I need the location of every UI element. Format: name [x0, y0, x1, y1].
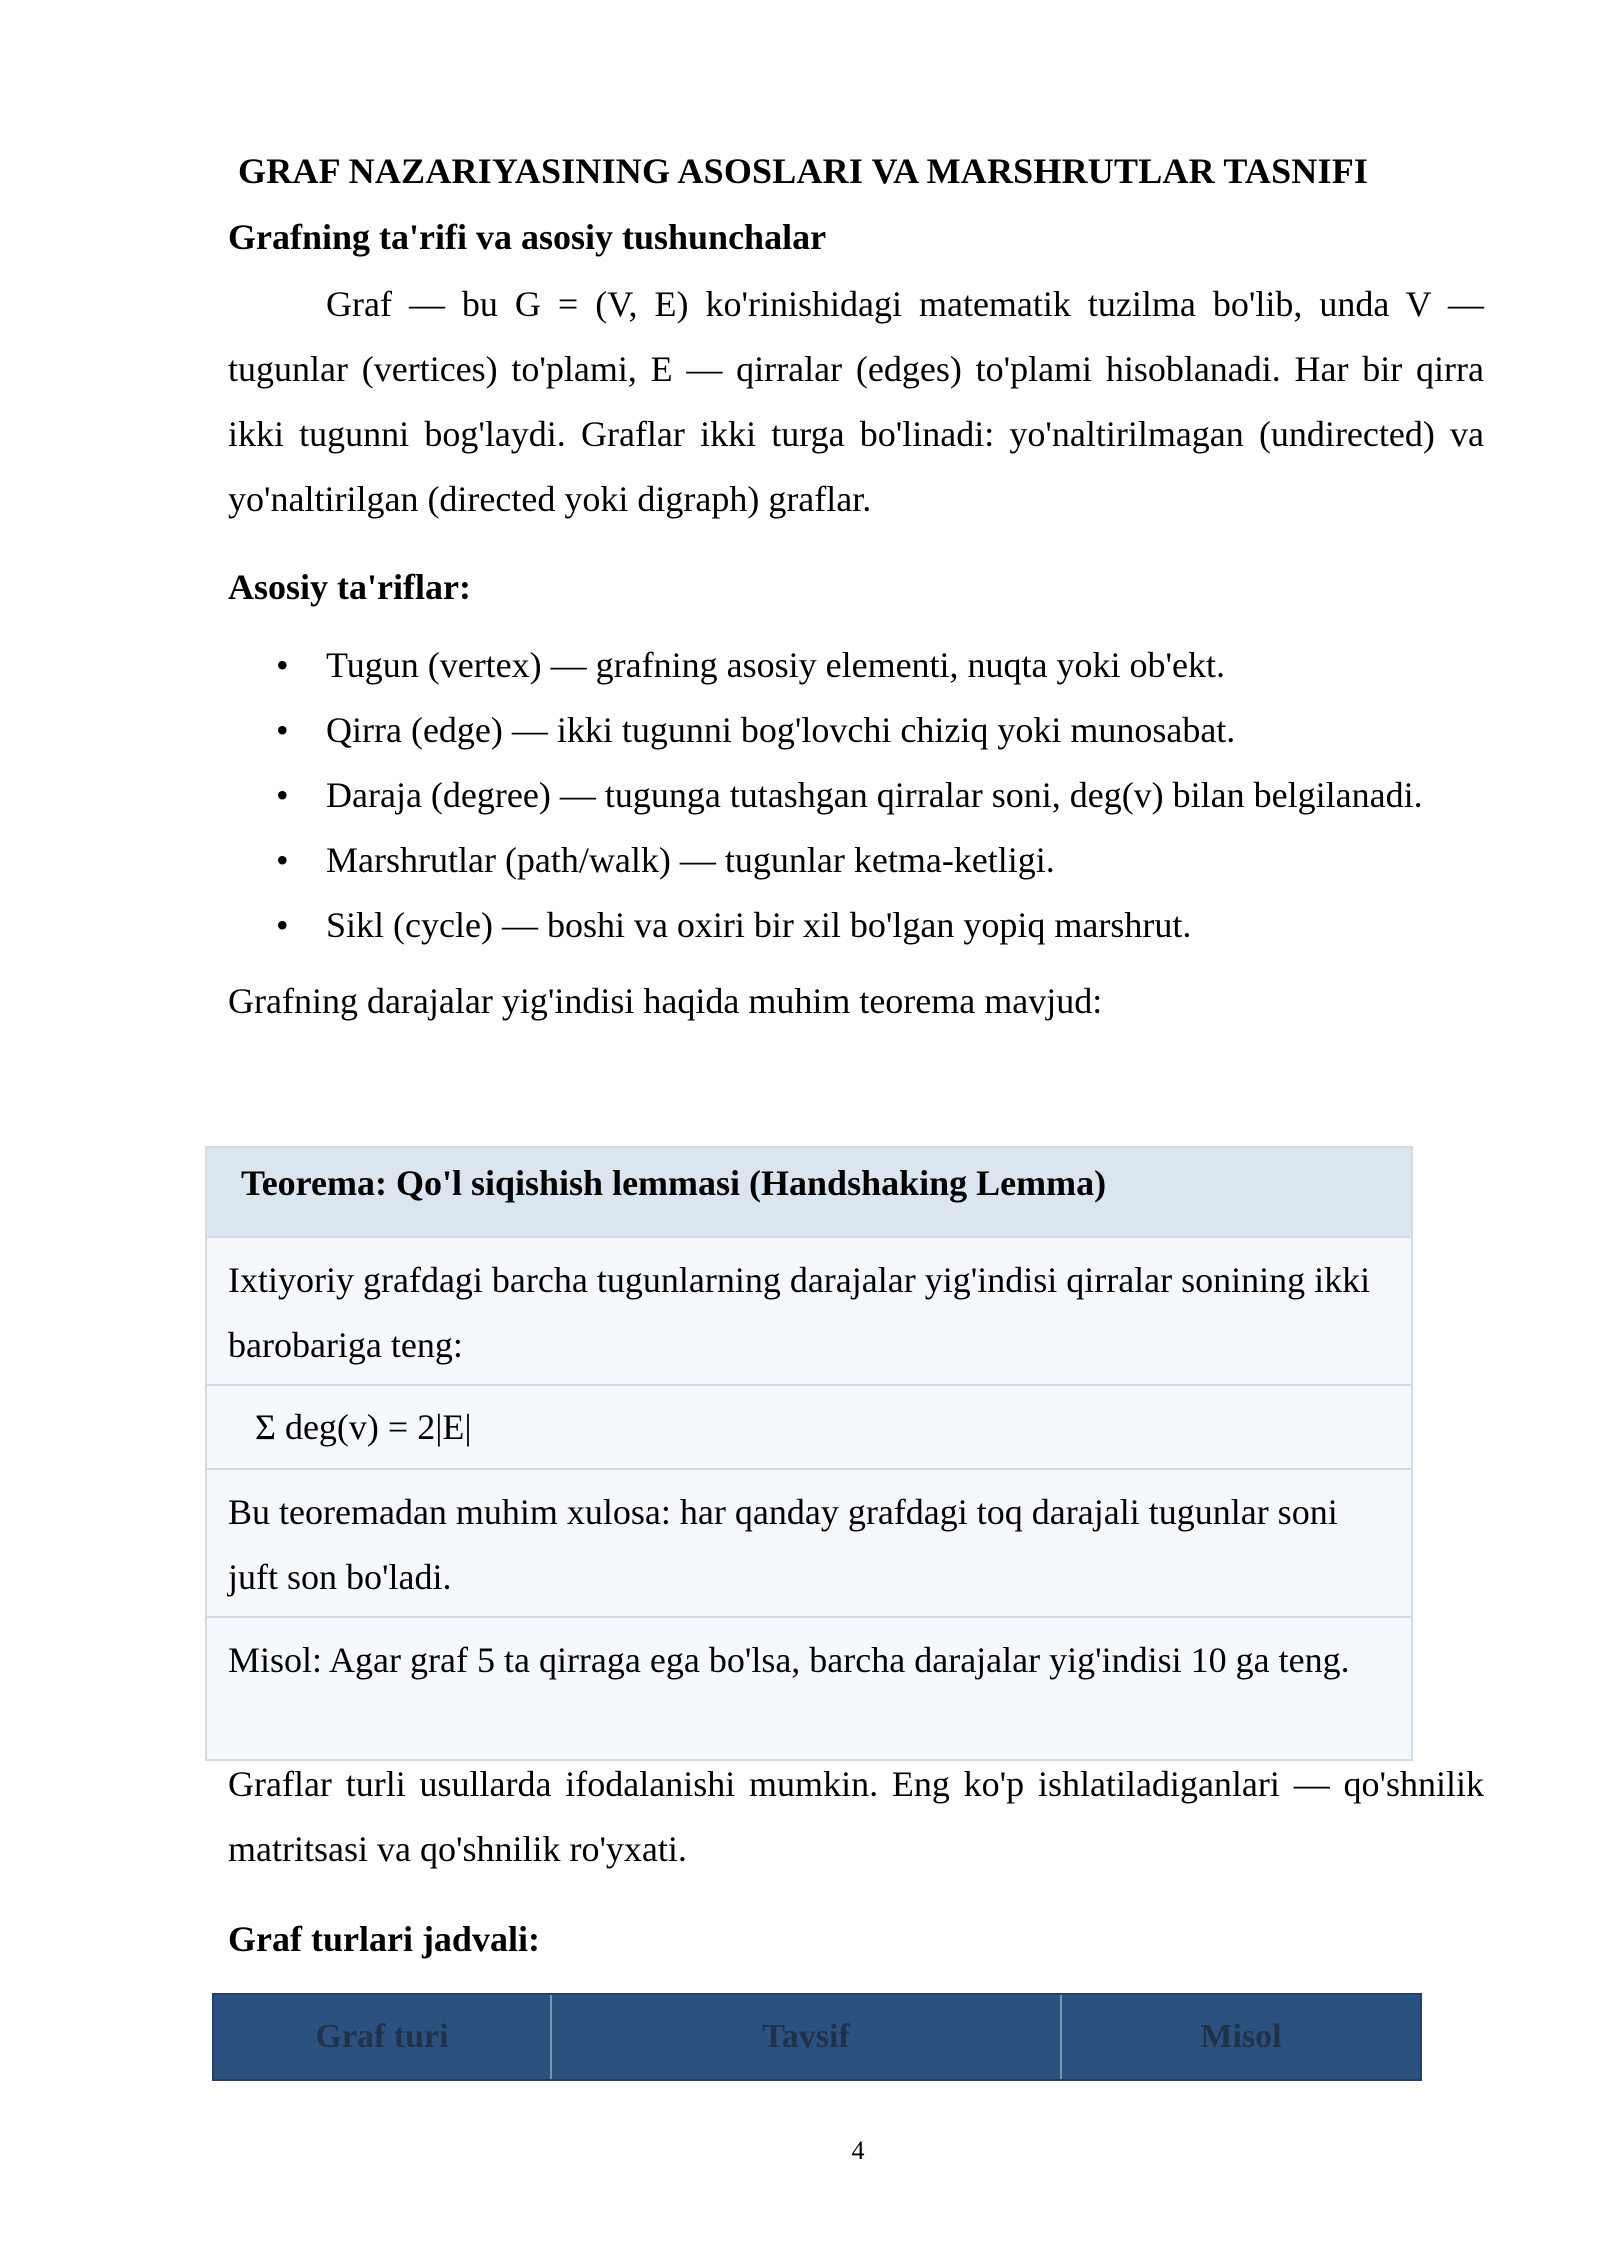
column-header-description: Tavsif — [552, 1995, 1062, 2079]
list-item: • Tugun (vertex) — grafning asosiy elementi, nuqta yoki ob'ekt. — [228, 633, 1423, 698]
theorem-statement: Ixtiyoriy grafdagi barcha tugunlarning darajalar yig'indisi qirralar sonining ikki barobariga teng: — [228, 1260, 1371, 1365]
section-heading: Grafning ta'rifi va asosiy tushunchalar — [228, 217, 827, 257]
table-heading: Graf turlari jadvali: — [228, 1919, 540, 1959]
theorem-corollary: Bu teoremadan muhim xulosa: har qanday grafdagi toq darajali tugunlar soni juft son bo'ladi. — [228, 1492, 1338, 1597]
bullet-icon: • — [276, 645, 289, 685]
theorem-corollary-row — [207, 1468, 1411, 1616]
theorem-intro: Grafning darajalar yig'indisi haqida muhim teorema mavjud: — [228, 981, 1103, 1021]
theorem-example-row — [207, 1616, 1411, 1763]
document-title: GRAF NAZARIYASINING ASOSLARI VA MARSHRUTLAR TASNIFI — [238, 151, 1369, 191]
column-header-example: Misol — [1200, 2018, 1282, 2055]
theorem-box — [205, 1146, 1413, 1761]
column-header-graph-type: Graf turi — [214, 1995, 552, 2079]
definitions-heading: Asosiy ta'riflar: — [228, 567, 471, 607]
bullet-icon: • — [276, 905, 289, 945]
bullet-icon: • — [276, 775, 289, 815]
representation-paragraph: Graflar turli usullarda ifodalanishi mumkin. Eng ko'p ishlatiladiganlari — qo'shnilik matritsasi va qo'shnilik ro'yxati. — [228, 1764, 1484, 1869]
list-item: • Sikl (cycle) — boshi va oxiri bir xil bo'lgan yopiq marshrut. — [228, 893, 1423, 958]
bullet-icon: • — [276, 710, 289, 750]
graph-types-table-header — [212, 1993, 1422, 2081]
list-item: • Marshrutlar (path/walk) — tugunlar ketma-ketligi. — [228, 828, 1423, 893]
list-item: • Qirra (edge) — ikki tugunni bog'lovchi chiziq yoki munosabat. — [228, 698, 1423, 763]
list-item: • Daraja (degree) — tugunga tutashgan qirralar soni, deg(v) bilan belgilanadi. — [228, 763, 1423, 828]
definition-paragraph: Graf — bu G = (V, E) ko'rinishidagi matematik tuzilma bo'lib, unda V — tugunlar (vertices) to'plami, E — qirralar (edges) to'plami hisoblanadi. Har bir qirra ikki tugunni bog'laydi. Graflar ikki turga bo'linadi: yo'naltirilmagan (undirected) va yo'naltirilgan (directed yoki digraph) graflar. — [228, 284, 1484, 519]
bullet-icon: • — [276, 840, 289, 880]
theorem-title: Teorema: Qo'l siqishish lemmasi (Handshaking Lemma) — [241, 1163, 1107, 1203]
definitions-list — [228, 633, 1423, 958]
theorem-example: Misol: Agar graf 5 ta qirraga ega bo'lsa, barcha darajalar yig'indisi 10 ga teng. — [228, 1640, 1350, 1680]
theorem-header — [207, 1148, 1411, 1236]
theorem-formula-row — [207, 1384, 1411, 1468]
page-number: 4 — [851, 2136, 865, 2165]
theorem-formula: Σ deg(v) = 2|E| — [255, 1407, 472, 1447]
theorem-statement-row — [207, 1236, 1411, 1384]
